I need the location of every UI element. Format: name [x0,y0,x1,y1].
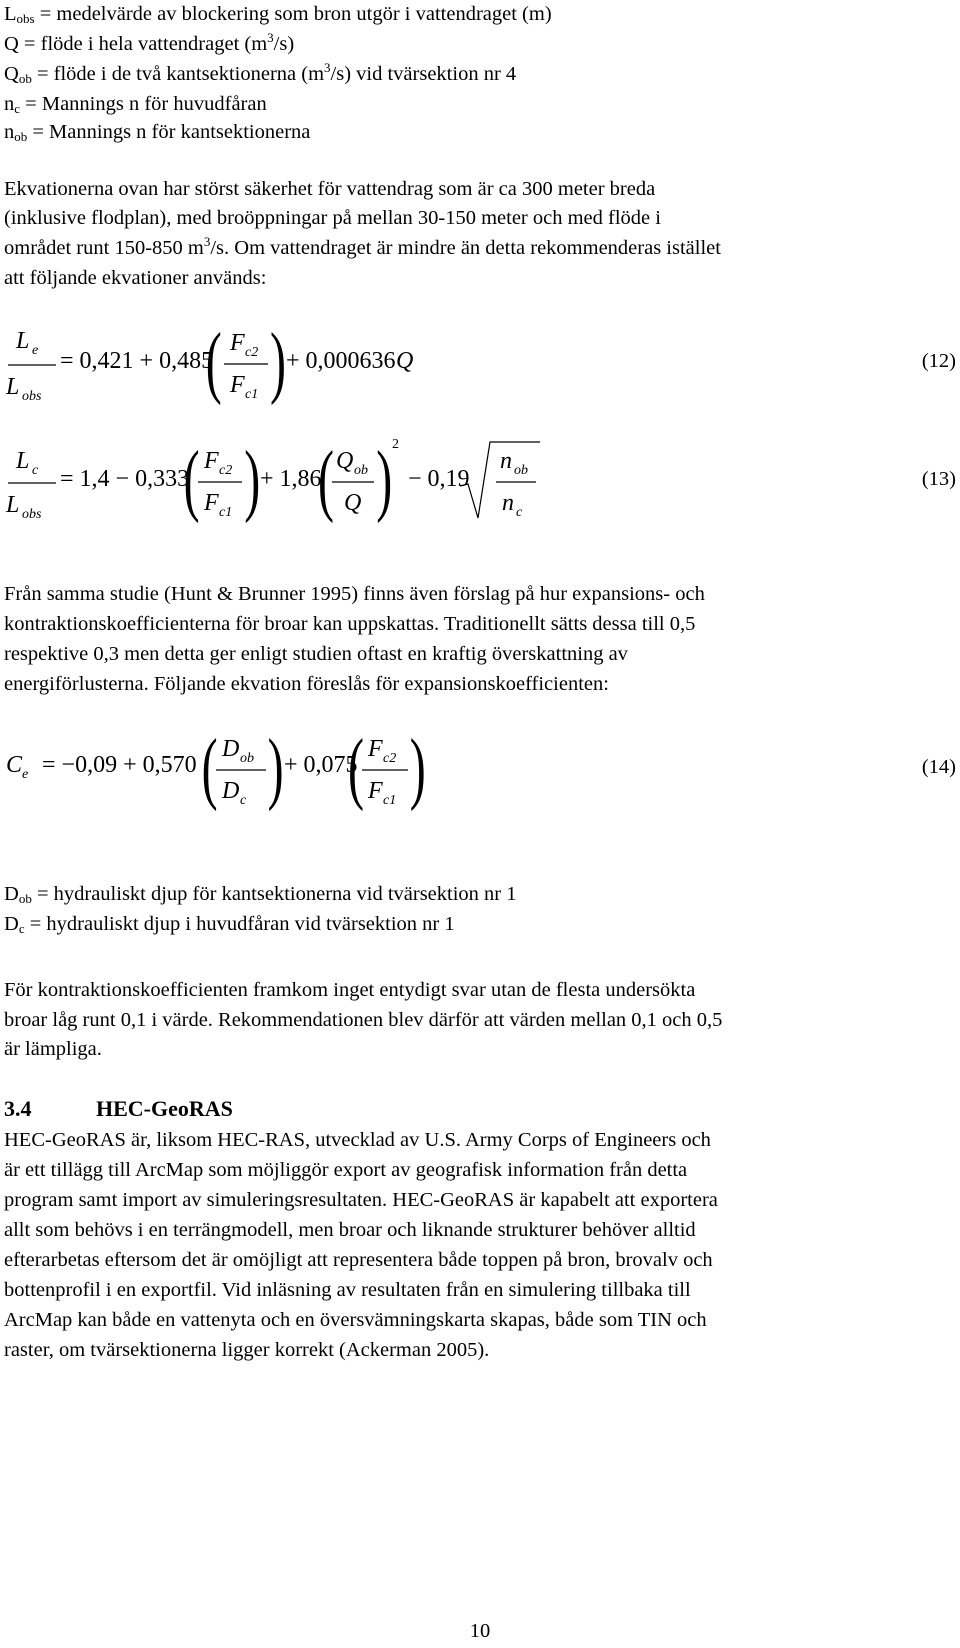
eq14-paren1-open: ( [201,723,218,813]
eq13-lhs-den-sub: obs [22,507,42,522]
eq14-paren2-close: ) [409,723,426,813]
eq13-f1-den: F [204,490,219,516]
eq13-f3-num: n [500,448,512,474]
eq14-coefficients: = −0,09 + 0,570 [42,752,197,778]
paragraph-line: energiförlusterna. Följande ekvation föreslås för expansionskoefficienten: [4,673,609,695]
eq13-paren2-open: ( [318,435,334,525]
eq13-f1-num-sub: c2 [219,463,233,478]
eq12-lhs-den: L [6,374,20,400]
eq13-paren1-open: ( [183,435,200,525]
eq13-f2-num: Q [336,448,354,474]
eq13-paren2-close: ) [376,435,393,525]
eq12-frac-num-sub: c2 [245,345,259,360]
eq14-f1-num: D [222,736,240,762]
eq14-lhs: C [6,752,23,778]
eq14-f2-den: F [368,778,383,804]
eq12-tail: + 0,000636 [286,348,396,374]
equation-number: (14) [921,756,956,778]
paragraph-line: kontraktionskoefficienterna för broar kan uppskattas. Traditionellt sätts dessa till 0,5 [4,613,696,635]
eq12-paren-open: ( [205,317,222,407]
paragraph-line: allt som behövs i en terrängmodell, men broar och liknande strukturer behöver alltid [4,1219,696,1241]
eq13-f3-den: n [502,490,514,516]
equation-12-formula [0,317,960,410]
equation-number: (13) [921,468,956,490]
paragraph-line: (inklusive flodplan), med broöppningar på mellan 30-150 meter och med flöde i [4,207,661,229]
eq13-f3-num-sub: ob [514,463,528,478]
eq14-paren1-close: ) [267,723,284,813]
eq14-mid: + 0,075 [284,752,358,778]
page-number: 10 [469,1620,491,1642]
section-heading [4,1096,233,1122]
section-title: HEC-GeoRAS [96,1096,233,1121]
eq13-f2-num-sub: ob [354,463,368,478]
paragraph-line: program samt import av simuleringsresultaten. HEC-GeoRAS är kapabelt att exportera [4,1189,718,1211]
paragraph-line: att följande ekvationer används: [4,267,267,289]
eq12-paren-close: ) [270,317,286,407]
eq13-exponent: 2 [392,437,399,452]
definition-nob: $n_{ob}$ = Mannings n för kantsektionerna [4,121,311,144]
definition-nc: $n_c$ = Mannings n för huvudfåran [4,93,267,116]
eq13-lhs-num-sub: c [32,463,39,478]
eq13-tail: − 0,19 [408,466,470,492]
equation-14-formula [0,722,960,822]
paragraph-line: HEC-GeoRAS är, liksom HEC-RAS, utvecklad av U.S. Army Corps of Engineers och [4,1129,711,1151]
eq12-lhs-num-sub: e [32,343,39,358]
paragraph-line: Från samma studie (Hunt & Brunner 1995) finns även förslag på hur expansions- och [4,583,705,605]
paragraph-line: området runt 150-850 $m^3/s$. Om vattendraget är mindre än detta rekommenderas istället [4,234,721,259]
eq13-f2-den: Q [344,490,362,516]
eq13-lhs-num: L [16,448,30,474]
equation-13-formula [0,428,960,528]
eq13-f1-num: F [204,448,219,474]
equation-14 [0,722,960,822]
definition-dc: $D_c$ = hydrauliskt djup i huvudfåran vid tvärsektion nr 1 [4,913,455,936]
eq12-frac-den-sub: c1 [245,387,259,402]
equation-number: (12) [921,350,956,372]
eq14-paren2-open: ( [348,723,364,813]
paragraph-line: Ekvationerna ovan har störst säkerhet för vattendrag som är ca 300 meter breda [4,178,656,200]
eq14-f2-den-sub: c1 [383,793,397,808]
section-number: 3.4 [4,1096,32,1121]
eq13-mid: + 1,86 [260,466,322,492]
paragraph-line: är lämpliga. [4,1038,102,1060]
eq12-tail-var: Q [396,348,414,374]
definition-qob: $Q_{ob}$ = flöde i de två kantsektionerna $(m^3/s)$ vid tvärsektion nr 4 [4,60,517,86]
paragraph-line: ArcMap kan både en vattenyta och en översvämningskarta skapas, både som TIN och [4,1309,707,1331]
definition-lobs: $L_{obs}$ = medelvärde av blockering som bron utgör i vattendraget (m) [4,3,552,26]
equation-12 [0,317,960,410]
paragraph-line: raster, om tvärsektionerna ligger korrekt (Ackerman 2005). [4,1339,490,1361]
definition-q: Q = flöde i hela vattendraget $(m^3/s)$ [4,30,295,55]
eq13-coefficients: = 1,4 − 0,333 [60,466,190,492]
eq13-lhs-den: L [6,492,20,518]
paragraph-line: För kontraktionskoefficienten framkom inget entydigt svar utan de flesta undersökta [4,979,696,1001]
eq14-f1-den: D [222,778,240,804]
eq14-f2-num: F [368,736,383,762]
eq14-lhs-sub: e [22,767,29,782]
eq13-paren1-close: ) [244,435,261,525]
eq12-lhs-den-sub: obs [22,389,42,404]
eq12-lhs-num: L [16,328,30,354]
definition-dob: $D_{ob}$ = hydrauliskt djup för kantsektionerna vid tvärsektion nr 1 [4,883,517,906]
paragraph-line: broar låg runt 0,1 i värde. Rekommendationen blev därför att värden mellan 0,1 och 0,5 [4,1009,723,1031]
eq13-f1-den-sub: c1 [219,505,233,520]
eq14-f1-den-sub: c [240,793,247,808]
paragraph-line: är ett tillägg till ArcMap som möjliggör export av geografisk information från detta [4,1159,688,1181]
eq14-f2-num-sub: c2 [383,751,397,766]
paragraph-line: bottenprofil i en exportfil. Vid inläsning av resultaten från en simulering tillbaka till [4,1279,691,1301]
paragraph-line: efterarbetas eftersom det är omöjligt att representera både toppen på bron, brovalv och [4,1249,713,1271]
eq12-frac-den: F [230,372,245,398]
eq12-frac-num: F [230,330,245,356]
equation-13 [0,428,960,528]
paragraph-line: respektive 0,3 men detta ger enligt studien oftast en kraftig överskattning av [4,643,628,665]
eq12-coefficients: = 0,421 + 0,485 [60,348,214,374]
eq14-f1-num-sub: ob [240,751,254,766]
eq13-f3-den-sub: c [516,505,523,520]
